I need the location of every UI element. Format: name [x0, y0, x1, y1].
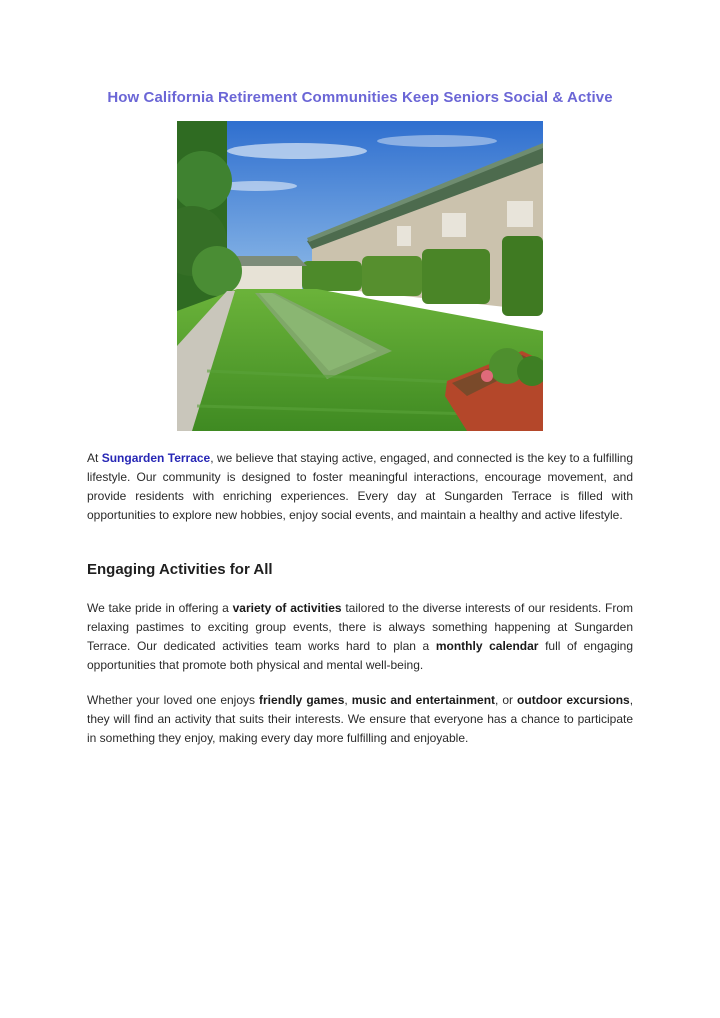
para3-bold-music: music and entertainment [351, 693, 496, 707]
document-title: How California Retirement Communities Keep Seniors Social & Active [107, 89, 613, 106]
courtyard-photo [177, 121, 543, 431]
intro-paragraph [87, 449, 633, 525]
sungarden-terrace-link[interactable]: Sungarden Terrace [101, 451, 211, 465]
para2-text-2: tailored to the diverse interests of our residents. From relaxing pastimes to exciting group events, there is always something happening at Sungarden Terrace. Our dedicated activities team works hard to plan a [87, 601, 633, 653]
para2-bold-variety: variety of activities [232, 601, 342, 615]
intro-prefix: At [87, 451, 102, 465]
section-heading: Engaging Activities for All [87, 561, 273, 578]
para2-bold-calendar: monthly calendar [435, 639, 539, 653]
para3-text-1: Whether your loved one enjoys [87, 693, 260, 707]
para3-text-2: , [344, 693, 352, 707]
para3-text-3: , or [495, 693, 518, 707]
interests-paragraph [87, 691, 633, 748]
intro-suffix: , we believe that staying active, engaged, and connected is the key to a fulfilling lifestyle. Our community is designed to foster meaningful interactions, encourage movement, and provide residents with enriching experiences. Every day at Sungarden Terrace is filled with opportunities to explore new hobbies, enjoy social events, and maintain a healthy and active lifestyle. [87, 451, 633, 522]
para2-text-3: full of engaging opportunities that promote both physical and mental well-being. [87, 639, 634, 672]
activities-paragraph [87, 599, 633, 675]
para3-text-4: , they will find an activity that suits their interests. We ensure that everyone has a chance to participate in something they enjoy, making every day more fulfilling and enjoyable. [87, 693, 634, 745]
para2-text-1: We take pride in offering a [87, 601, 233, 615]
para3-bold-games: friendly games [259, 693, 345, 707]
para3-bold-excursions: outdoor excursions [517, 693, 630, 707]
